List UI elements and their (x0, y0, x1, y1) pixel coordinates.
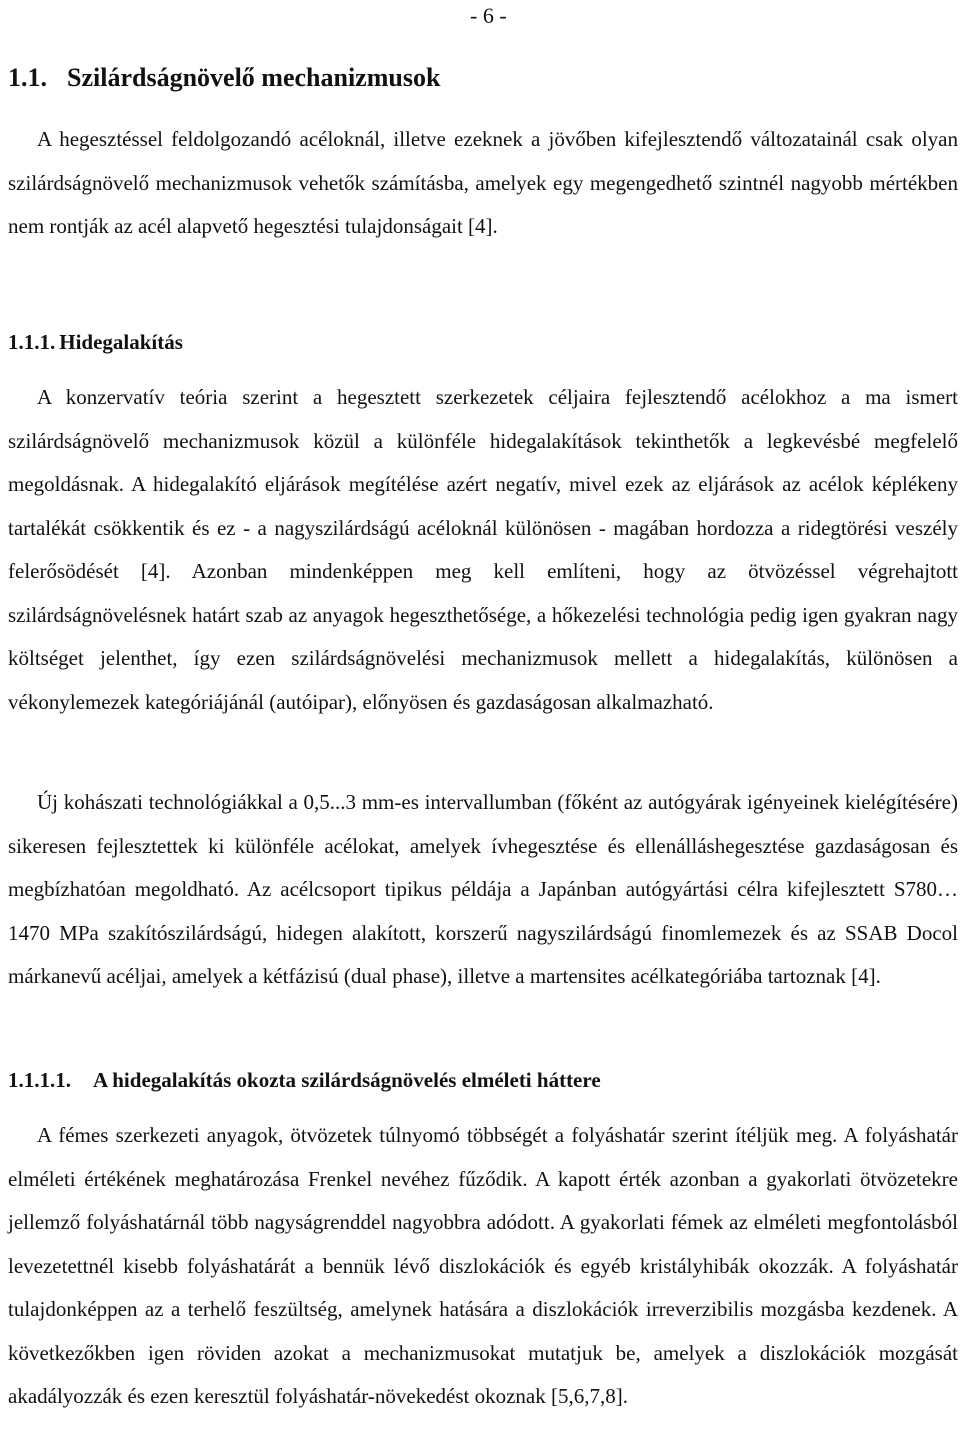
subsection-heading (8, 328, 183, 356)
subsubsection-heading (8, 1066, 601, 1094)
paragraph-cold-forming: A konzervatív teória szerint a hegesztett szerkezetek céljaira fejlesztendő acélokhoz a ma ismert szilárdságnövelő mechanizmusok közül a különféle hidegalakítások tekinthetők a legkevésbé megfelelő megoldásnak. A hidegalakító eljárások megítélése azért negatív, mivel ezek az eljárások az acélok képlékeny tartalékát csökkentik és ez - a nagyszilárdságú acéloknál különösen - magában hordozza a ridegtörési veszély felerősödését [4]. Azonban mindenképpen meg kell említeni, hogy az ötvözéssel végrehajtott szilárdságnövelésnek határt szab az anyagok hegeszthetősége, a hőkezelési technológia pedig igen gyakran nagy költséget jelenthet, így ezen szilárdságnövelési mechanizmusok mellett a hidegalakítás, különösen a vékonylemezek kategóriájánál (autóipar), előnyösen és gazdaságosan alkalmazható. (8, 385, 958, 714)
paragraph-theory: A fémes szerkezeti anyagok, ötvözetek túlnyomó többségét a folyáshatár szerint ítéljük meg. A folyáshatár elméleti értékének meghatározása Frenkel nevéhez fűződik. A kapott érték azonban a gyakorlati ötvözetekre jellemző folyáshatárnál több nagyságrenddel nagyobbra adódott. A gyakorlati fémek az elméleti megfontolásból levezetettnél kisebb folyáshatárát a bennük lévő diszlokációk és egyéb kristályhibák okozzák. A folyáshatár tulajdonképpen az a terhelő feszültség, amelynek hatására a diszlokációk irreverzibilis mozgásba kezdenek. A következőkben igen röviden azokat a mechanizmusokat mutatjuk be, amelyek a diszlokációk mozgását akadályozzák és ezen keresztül folyáshatár-növekedést okoznak [5,6,7,8]. (8, 1123, 958, 1408)
paragraph-metallurgy: Új kohászati technológiákkal a 0,5...3 mm-es intervallumban (főként az autógyárak igényeinek kielégítésére) sikeresen fejlesztettek ki különféle acélokat, amelyek ívhegesztése és ellenálláshegesztése gazdaságosan és megbízhatóan megoldható. Az acélcsoport tipikus példája a Japánban autógyártási célra kifejlesztett S780…1470 MPa szakítószilárdságú, hidegen alakított, korszerű nagyszilárdságú finomlemezek és az SSAB Docol márkanevű acéljai, amelyek a kétfázisú (dual phase), illetve a martensites acélkategóriába tartoznak [4]. (8, 790, 958, 988)
page-number: - 6 - (470, 3, 507, 28)
section-title: Szilárdságnövelő mechanizmusok (67, 63, 441, 92)
subsection-title: Hidegalakítás (59, 330, 183, 354)
intro-paragraph: A hegesztéssel feldolgozandó acéloknál, illetve ezeknek a jövőben kifejlesztendő változatainál csak olyan szilárdságnövelő mechanizmusok vehetők számításba, amelyek egy megengedhető szintnél nagyobb mértékben nem rontják az acél alapvető hegesztési tulajdonságait [4]. (8, 127, 958, 238)
subsubsection-number: 1.1.1.1. (8, 1068, 71, 1092)
subsection-number: 1.1.1. (8, 330, 56, 354)
section-number: 1.1. (8, 63, 47, 92)
subsubsection-title: A hidegalakítás okozta szilárdságnövelés elméleti háttere (93, 1068, 601, 1092)
section-heading (8, 62, 440, 94)
